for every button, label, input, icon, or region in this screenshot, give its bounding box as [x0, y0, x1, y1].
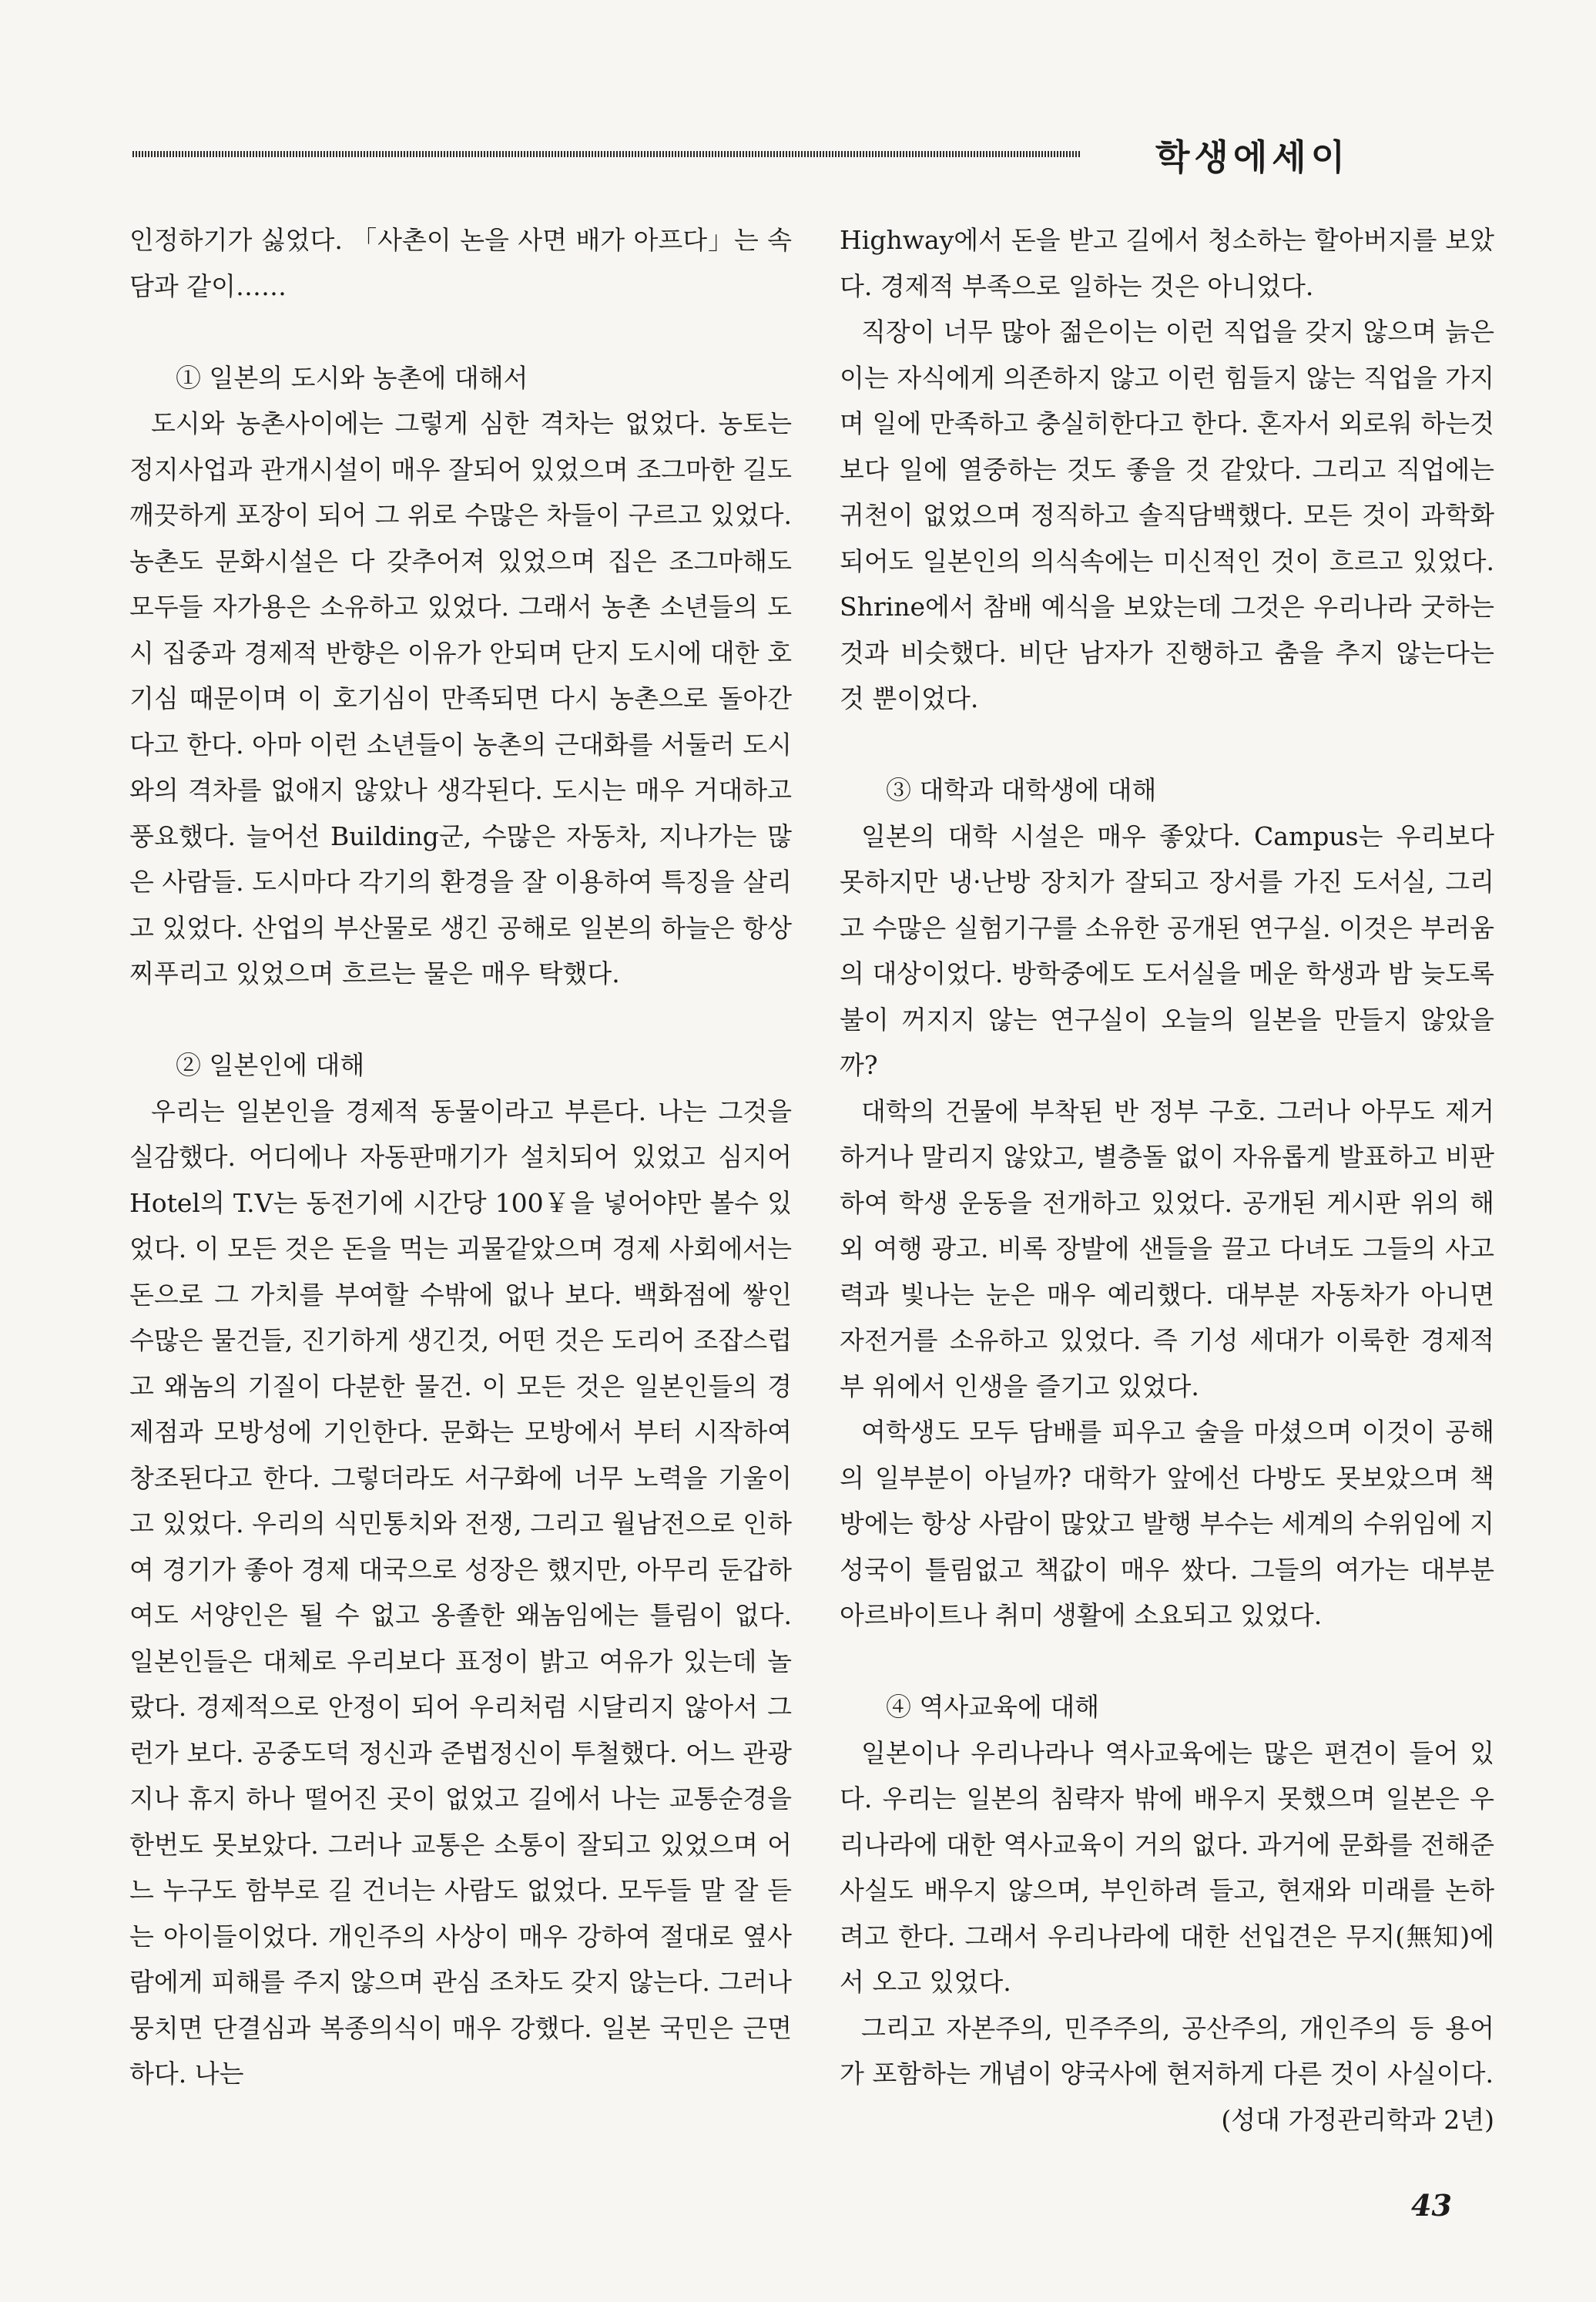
section-2-body: 우리는 일본인을 경제적 동물이라고 부른다. 나는 그것을 실감했다. 어디에나 자동판매기가 설치되어 있었고 심지어 Hotel의 T.V는 동전기에 시간당 100￥을 넣어야만 볼수 있었다. 이 모든 것은 돈을 먹는 괴물같았으며 경제 사회에서는 돈으로 그 가치를 부여할 수밖에 없나 보다. 백화점에 쌓인 수많은 물건들, 진기하게 생긴것, 어떤 것은 도리어 조잡스럽고 왜놈의 기질이 다분한 물건. 이 모든 것은 일본인들의 경제점과 모방성에 기인한다. 문화는 모방에서 부터 시작하여 창조된다고 한다. 그렇더라도 서구화에 너무 노력을 기울이고 있었다. 우리의 식민통치와 전쟁, 그리고 월남전으로 인하여 경기가 좋아 경제 대국으로 성장은 했지만, 아무리 둔갑하여도 서양인은 될 수 없고 옹졸한 왜놈임에는 틀림이 없다. 일본인들은 대체로 우리보다 표정이 밝고 여유가 있는데 놀랐다. 경제적으로 안정이 되어 우리처럼 시달리지 않아서 그런가 보다. 공중도덕 정신과 준법정신이 투철했다. 어느 관광지나 휴지 하나 떨어진 곳이 없었고 길에서 나는 교통순경을 한번도 못보았다. 그러나 교통은 소통이 잘되고 있었으며 어느 누구도 함부로 길 건너는 사람도 없었다. 모두들 말 잘 듣는 아이들이었다. 개인주의 사상이 매우 강하여 절대로 옆사람에게 피해를 주지 않으며 관심 조차도 갖지 않는다. 그러나 뭉치면 단결심과 복종의식이 매우 강했다. 일본 국민은 근면하다. 나는: [129, 1096, 792, 2089]
section-4-paragraph-1: 일본이나 우리나라나 역사교육에는 많은 편견이 들어 있다. 우리는 일본의 침략자 밖에 배우지 못했으며 일본은 우리나라에 대한 역사교육이 거의 없다. 과거에 문화를 전해준 사실도 배우지 않으며, 부인하려 들고, 현재와 미래를 논하려고 한다. 그래서 우리나라에 대한 선입견은 무지(無知)에서 오고 있었다.: [840, 1737, 1494, 1997]
page-number: 43: [1411, 2188, 1452, 2223]
author-signature: (성대 가정관리학과 2년): [1221, 2104, 1494, 2135]
left-column: [129, 217, 792, 2097]
section-1-heading: ① 일본의 도시와 농촌에 대해서: [176, 362, 528, 393]
section-2-heading: ② 일본인에 대해: [176, 1050, 365, 1080]
section-4-paragraph-2: 그리고 자본주의, 민주주의, 공산주의, 개인주의 등 용어가 포함하는 개념이 양국사에 현저하게 다른 것이 사실이다.: [840, 2012, 1494, 2089]
right-paragraph-2: 직장이 너무 많아 젊은이는 이런 직업을 갖지 않으며 늙은이는 자식에게 의존하지 않고 이런 힘들지 않는 직업을 가지며 일에 만족하고 충실히한다고 한다. 혼자서 외로워 하는것 보다 일에 열중하는 것도 좋을 것 같았다. 그리고 직업에는 귀천이 없었으며 정직하고 솔직담백했다. 모든 것이 과학화되어도 일본인의 의식속에는 미신적인 것이 흐르고 있었다. Shrine에서 참배 예식을 보았는데 그것은 우리나라 굿하는 것과 비슷했다. 비단 남자가 진행하고 춤을 추지 않는다는 것 뿐이었다.: [840, 317, 1494, 713]
section-3-paragraph-1: 일본의 대학 시설은 매우 좋았다. Campus는 우리보다 못하지만 냉·난방 장치가 잘되고 장서를 가진 도서실, 그리고 수많은 실험기구를 소유한 공개된 연구실. 이것은 부러움의 대상이었다. 방학중에도 도서실을 메운 학생과 밤 늦도록 불이 꺼지지 않는 연구실이 오늘의 일본을 만들지 않았을까?: [840, 820, 1494, 1080]
intro-paragraph: 인정하기가 싫었다. 「사촌이 논을 사면 배가 아프다」는 속담과 같이……: [129, 225, 792, 301]
section-1-body: 도시와 농촌사이에는 그렇게 심한 격차는 없었다. 농토는 정지사업과 관개시설이 매우 잘되어 있었으며 조그마한 길도 깨끗하게 포장이 되어 그 위로 수많은 차들이 구르고 있었다. 농촌도 문화시설은 다 갖추어져 있었으며 집은 조그마해도 모두들 자가용은 소유하고 있었다. 그래서 농촌 소년들의 도시 집중과 경제적 반향은 이유가 안되며 단지 도시에 대한 호기심 때문이며 이 호기심이 만족되면 다시 농촌으로 돌아간다고 한다. 아마 이런 소년들이 농촌의 근대화를 서둘러 도시와의 격차를 없애지 않았나 생각된다. 도시는 매우 거대하고 풍요했다. 늘어선 Building군, 수많은 자동차, 지나가는 많은 사람들. 도시마다 각기의 환경을 잘 이용하여 특징을 살리고 있었다. 산업의 부산물로 생긴 공해로 일본의 하늘은 항상 찌푸리고 있었으며 흐르는 물은 매우 탁했다.: [129, 408, 792, 988]
right-column: [840, 217, 1494, 2143]
section-3-heading: ③ 대학과 대학생에 대해: [886, 775, 1157, 805]
section-3-paragraph-2: 대학의 건물에 부착된 반 정부 구호. 그러나 아무도 제거하거나 말리지 않았고, 별층돌 없이 자유롭게 발표하고 비판하여 학생 운동을 전개하고 있었다. 공개된 게시판 위의 해외 여행 광고. 비록 장발에 샌들을 끌고 다녀도 그들의 사고력과 빛나는 눈은 매우 예리했다. 대부분 자동차가 아니면 자전거를 소유하고 있었다. 즉 기성 세대가 이룩한 경제적 부 위에서 인생을 즐기고 있었다.: [840, 1096, 1494, 1401]
section-4-heading: ④ 역사교육에 대해: [886, 1692, 1100, 1722]
right-paragraph-1: Highway에서 돈을 받고 길에서 청소하는 할아버지를 보았다. 경제적 부족으로 일하는 것은 아니었다.: [840, 225, 1494, 301]
header-dotted-rule: [132, 151, 1080, 157]
section-3-paragraph-3: 여학생도 모두 담배를 피우고 술을 마셨으며 이것이 공해의 일부분이 아닐까? 대학가 앞에선 다방도 못보았으며 책방에는 항상 사람이 많았고 발행 부수는 세계의 수위임에 지성국이 틀림없고 책값이 매우 쌌다. 그들의 여가는 대부분 아르바이트나 취미 생활에 소요되고 있었다.: [840, 1417, 1494, 1630]
section-title: 학생에세이: [1155, 136, 1350, 178]
